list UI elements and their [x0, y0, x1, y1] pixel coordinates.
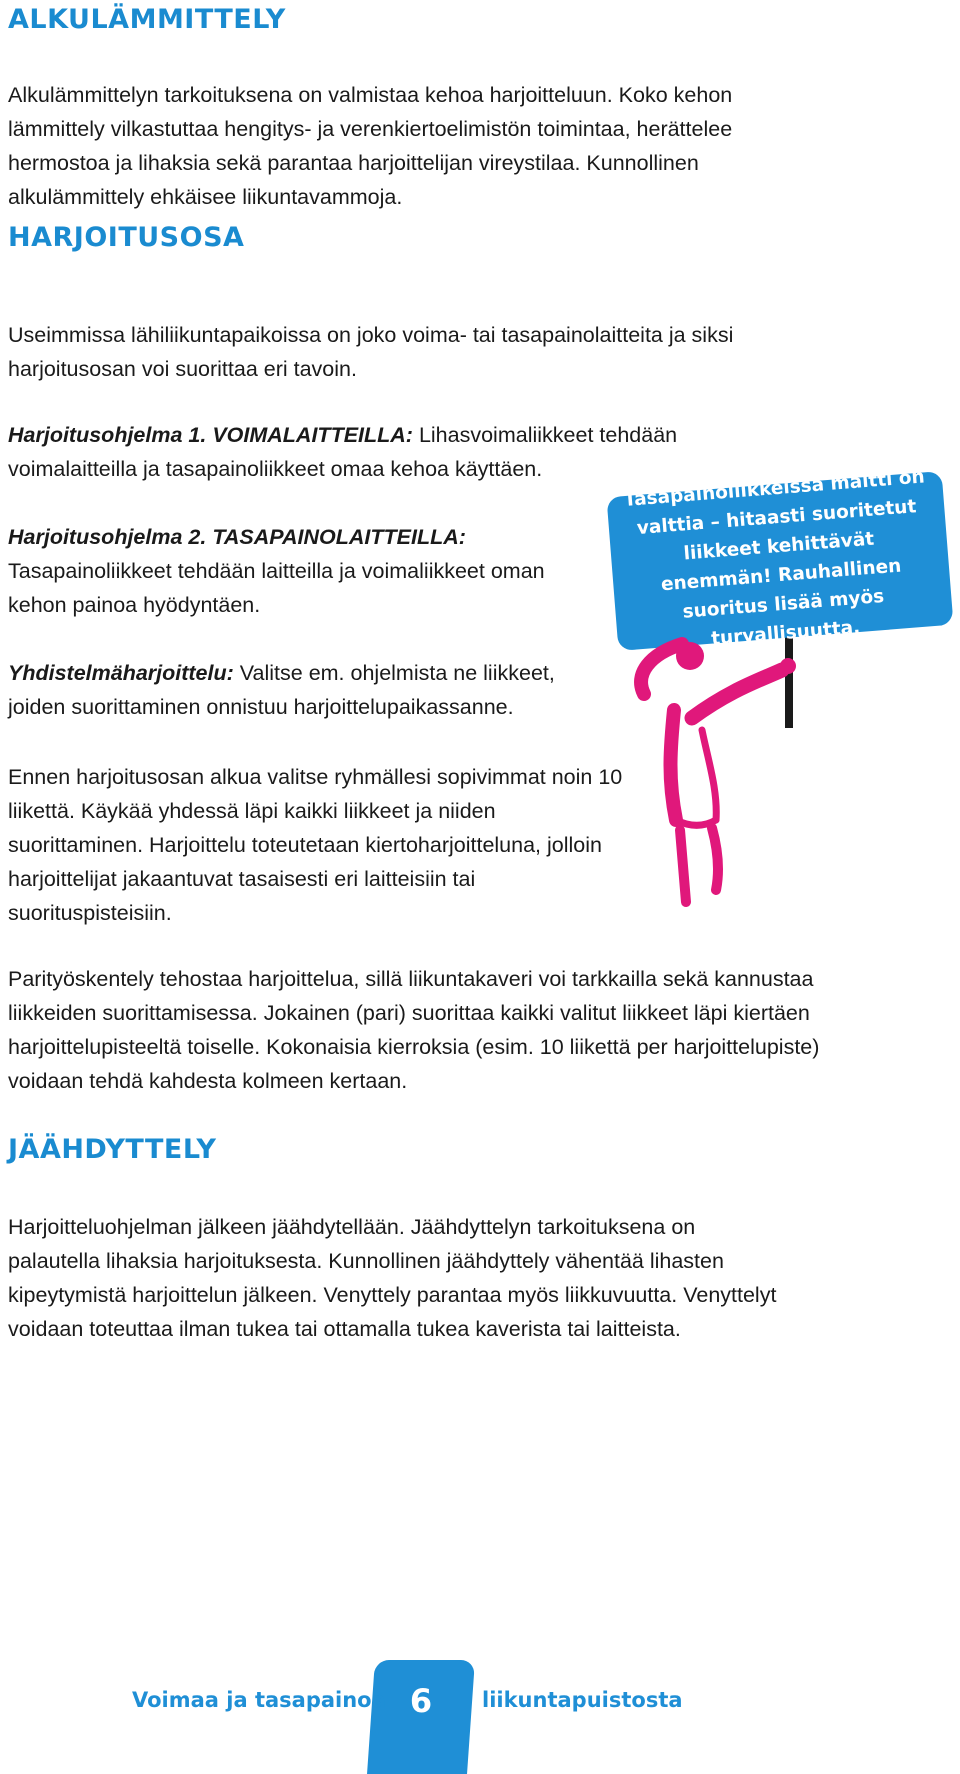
program-1-device: VOIMALAITTEILLA:: [212, 423, 413, 447]
program-1-label: Harjoitusohjelma 1.: [8, 423, 207, 447]
heading-cooldown: JÄÄHDYTTELY: [8, 1134, 217, 1165]
person-holding-sign-icon: [630, 630, 810, 910]
cooldown-text: Harjoitteluohjelman jälkeen jäähdytellään. Jäähdyttelyn tarkoituksena on palautella lihaksia harjoituksesta. Kunnollinen jäähdyttely vähentää lihasten kipeytymistä harjoittelun jälkeen. Venyttely parantaa myös liikkuvuutta. Venyttelyt voidaan toteuttaa ilman tukea tai ottamalla tukea kaverista tai laitteista.: [8, 1215, 777, 1341]
heading-training: HARJOITUSOSA: [8, 222, 245, 253]
warmup-text: Alkulämmittelyn tarkoituksena on valmistaa kehoa harjoitteluun. Koko kehon lämmittely vilkastuttaa hengitys- ja verenkiertoelimistön toimintaa, herättelee hermostoa ja lihaksia sekä parantaa harjoittelijan vireystilaa. Kunnollinen alkulämmittely ehkäisee liikuntavammoja.: [8, 83, 733, 209]
heading-warmup: ALKULÄMMITTELY: [8, 4, 286, 35]
training-intro: Useimmissa lähiliikuntapaikoissa on joko voima- tai tasapainolaitteita ja siksi harjoitusosan voi suorittaa eri tavoin.: [8, 323, 734, 381]
program-1-text: Lihasvoimaliikkeet tehdään voimalaitteilla ja tasapainoliikkeet omaa kehoa käyttäen.: [8, 423, 678, 481]
training-before-text: Ennen harjoitusosan alkua valitse ryhmällesi sopivimmat noin 10 liikettä. Käykää yhdessä läpi kaikki liikkeet ja niiden suorittaminen. Harjoittelu toteutetaan kiertoharjoitteluna, jolloin harjoittelijat jakaantuvat tasaisesti eri laitteisiin tai suorituspisteisiin.: [8, 765, 623, 925]
program-2-device: TASAPAINOLAITTEILLA:: [212, 525, 466, 549]
tip-sign: [606, 466, 953, 651]
combined-label: Yhdistelmäharjoittelu:: [8, 661, 234, 685]
page-number: 6: [409, 1682, 433, 1720]
program-1: [8, 418, 788, 486]
program-2-text: Tasapainoliikkeet tehdään laitteilla ja voimaliikkeet oman kehon painoa hyödyntäen.: [8, 559, 545, 617]
footer-title-left: Voimaa ja tasapainoa: [132, 1688, 386, 1712]
combined-text: Valitse em. ohjelmista ne liikkeet, joiden suorittaminen onnistuu harjoittelupaikassanne.: [8, 661, 555, 719]
pair-work-text: Parityöskentely tehostaa harjoittelua, sillä liikuntakaveri voi tarkkailla sekä kannustaa liikkeiden suorittamisessa. Jokainen (pari) suorittaa kaikki valitut liikkeet läpi kiertäen harjoittelupisteeltä toiselle. Kokonaisia kierroksia (esim. 10 liikettä per harjoittelupiste) voidaan tehdä kahdesta kolmeen kertaan.: [8, 967, 820, 1093]
footer-title-right: liikuntapuistosta: [482, 1688, 683, 1712]
combined-training: [8, 656, 598, 724]
tip-sign-text: Tasapainoliikkeissä maltti on valttia – hitaasti suoritetut liikkeet kehittävät enemmän! Rauhallinen suoritus lisää myös turvallisuutta.: [623, 466, 926, 650]
program-2: [8, 520, 583, 622]
program-2-label: Harjoitusohjelma 2.: [8, 525, 207, 549]
